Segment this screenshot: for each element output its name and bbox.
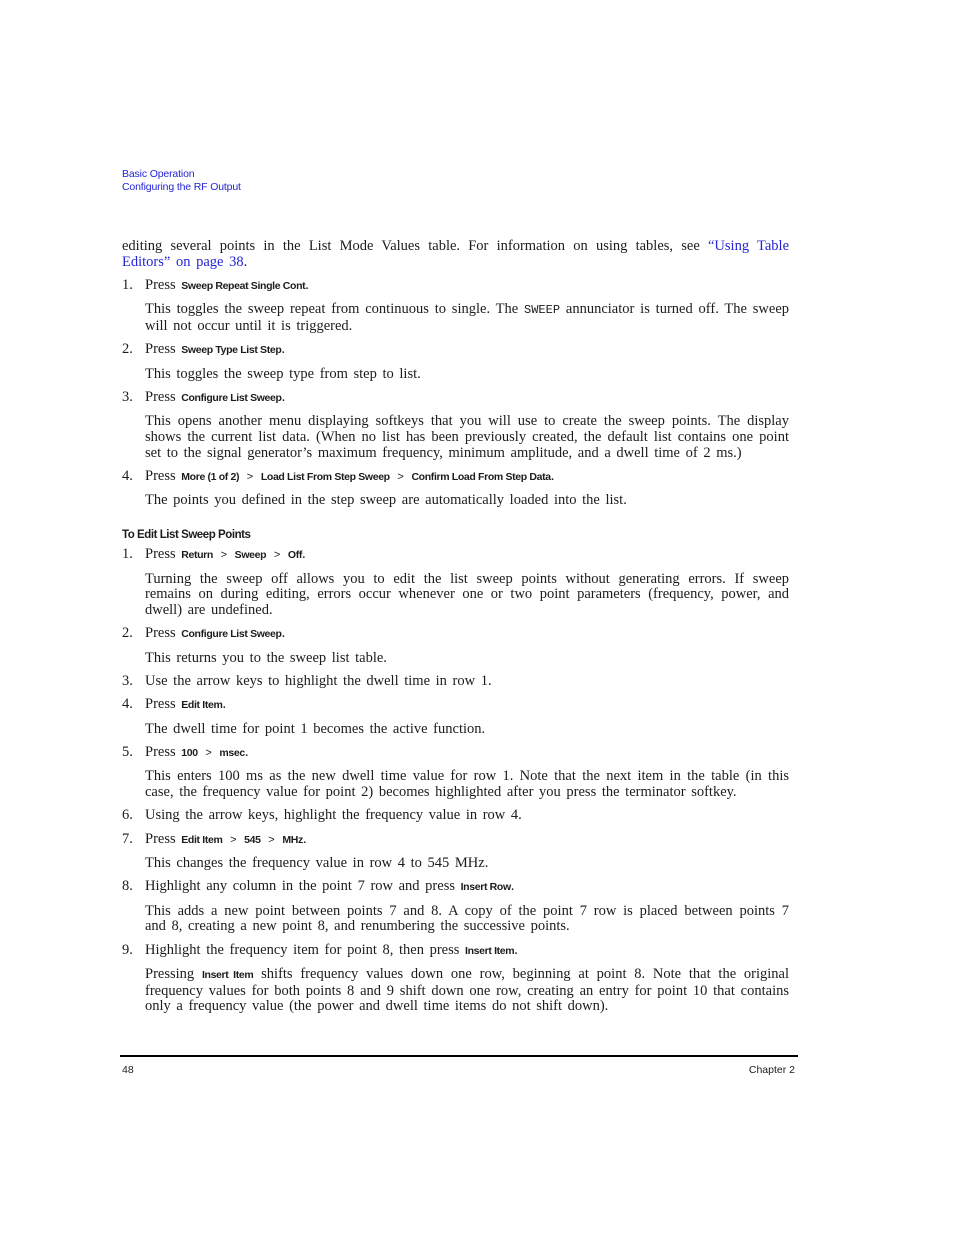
section-link[interactable]: Basic Operation bbox=[122, 168, 195, 180]
chapter-label: Chapter 2 bbox=[748, 1064, 795, 1076]
softkey-label: Load List From Step Sweep bbox=[260, 471, 390, 484]
step-end: . bbox=[302, 546, 306, 563]
softkey-label: Off bbox=[287, 549, 302, 562]
edit-step-2 bbox=[122, 626, 789, 643]
menu-separator: > bbox=[246, 471, 254, 484]
load-step-2 bbox=[122, 342, 789, 359]
softkey-label: 545 bbox=[244, 833, 261, 846]
step-end: . bbox=[305, 277, 309, 293]
intro-text: editing several points in the List Mode Values table. For information on using tables, see bbox=[122, 238, 708, 254]
menu-separator: > bbox=[397, 471, 404, 484]
softkey-label: Insert Row bbox=[460, 881, 511, 894]
load-step-3 bbox=[122, 390, 789, 407]
softkey-label: Configure List Sweep bbox=[181, 628, 282, 641]
page-number: 48 bbox=[122, 1064, 134, 1076]
step-number: 5. bbox=[122, 743, 133, 760]
softkey-label: More (1 of 2) bbox=[181, 471, 240, 484]
softkey-label: MHz bbox=[282, 833, 303, 846]
step-end: . bbox=[514, 941, 518, 958]
edit-step-8 bbox=[122, 879, 789, 896]
softkey-label: Edit Item bbox=[181, 833, 223, 846]
step-text: Use the arrow keys to highlight the dwell time in row 1. bbox=[145, 672, 492, 689]
menu-separator: > bbox=[205, 746, 212, 759]
step-description: This enters 100 ms as the new dwell time value for row 1. Note that the next item in the table (in this case, the frequency value for point 2) becomes highlighted after you press the terminator softkey. bbox=[145, 768, 789, 800]
load-step-1 bbox=[122, 278, 789, 295]
step-text: Highlight any column in the point 7 row and press bbox=[145, 878, 455, 895]
step-number: 9. bbox=[122, 941, 133, 958]
step-description: This toggles the sweep type from step to list. bbox=[145, 365, 421, 382]
step-text: Press bbox=[145, 277, 176, 293]
step-description: This returns you to the sweep list table. bbox=[145, 649, 387, 666]
subsection-link[interactable]: Configuring the RF Output bbox=[122, 180, 241, 193]
softkey-label: Sweep Type List Step bbox=[181, 344, 282, 357]
softkey-label: Edit Item bbox=[181, 699, 223, 712]
step-description: The points you defined in the step sweep are automatically loaded into the list. bbox=[145, 492, 627, 509]
edit-step-6 bbox=[122, 808, 789, 824]
menu-separator: > bbox=[230, 833, 237, 846]
softkey-label: Insert Item bbox=[465, 944, 515, 957]
step-number: 7. bbox=[122, 830, 133, 847]
description-text: Pressing bbox=[145, 966, 202, 983]
edit-step-1 bbox=[122, 547, 789, 564]
step-text: Press bbox=[145, 625, 176, 642]
intro-end: . bbox=[243, 253, 248, 270]
step-number: 2. bbox=[122, 625, 133, 642]
step-end: . bbox=[281, 341, 286, 358]
intro-paragraph bbox=[122, 239, 789, 270]
step-number: 1. bbox=[122, 277, 133, 293]
step-number: 2. bbox=[122, 341, 133, 358]
step-text: Press bbox=[145, 546, 176, 563]
page-content bbox=[122, 239, 789, 1015]
menu-separator: > bbox=[220, 549, 228, 562]
edit-step-9 bbox=[122, 943, 789, 960]
description-text: annunciator is turned off. The sweep will not occur until it is triggered. bbox=[145, 301, 790, 334]
softkey-label: Confirm Load From Step Data bbox=[411, 471, 551, 484]
step-end: . bbox=[244, 743, 249, 760]
softkey-label: Configure List Sweep bbox=[181, 392, 282, 405]
step-number: 6. bbox=[122, 807, 133, 824]
step-text: Press bbox=[145, 389, 176, 406]
step-end: . bbox=[281, 389, 286, 406]
step-number: 3. bbox=[122, 672, 133, 689]
step-end: . bbox=[302, 830, 307, 847]
step-text: Press bbox=[145, 830, 176, 847]
procedure-heading: To Edit List Sweep Points bbox=[122, 529, 251, 542]
step-text: Using the arrow keys, highlight the frequency value in row 4. bbox=[145, 807, 522, 824]
step-description: This changes the frequency value in row 4 to 545 MHz. bbox=[145, 855, 489, 872]
edit-step-7 bbox=[122, 832, 789, 849]
step-description: This opens another menu displaying softkeys that you will use to create the sweep points. The display shows the current list data. (When no list has been previously created, the default list contains one point set to the signal generator’s maximum frequency, minimum amplitude, and a dwell time of 2 ms.) bbox=[145, 413, 789, 461]
edit-step-3 bbox=[122, 674, 789, 690]
step-end: . bbox=[281, 625, 286, 642]
step-description: Turning the sweep off allows you to edit the list sweep points without generating errors. If sweep remains on during editing, errors occur whenever one or two point parameters (frequency, power, and dwell) are undefined. bbox=[145, 570, 789, 618]
footer-rule bbox=[120, 1055, 798, 1057]
softkey-label: msec bbox=[219, 746, 245, 759]
step-description bbox=[122, 967, 789, 1015]
softkey-label: Sweep Repeat Single Cont bbox=[181, 280, 306, 292]
step-description bbox=[122, 302, 789, 334]
description-text: shifts frequency values down one row, beginning at point 8. Note that the original frequency values for both points 8 and 9 shift down one row, creating an entry for point 10 that contains only a frequency value (the power and dwell time items do not shift down). bbox=[145, 966, 790, 1015]
edit-step-4 bbox=[122, 697, 789, 714]
step-number: 4. bbox=[122, 696, 133, 713]
step-description: The dwell time for point 1 becomes the active function. bbox=[145, 720, 486, 737]
step-end: . bbox=[550, 468, 555, 485]
step-text: Highlight the frequency item for point 8, then press bbox=[145, 941, 460, 958]
step-number: 3. bbox=[122, 389, 133, 406]
step-end: . bbox=[222, 696, 227, 713]
description-text: This toggles the sweep repeat from continuous to single. The bbox=[145, 301, 525, 318]
softkey-label: Insert Item bbox=[201, 969, 254, 982]
cross-reference-link[interactable]: “Using Table Editors” on page 38 bbox=[122, 238, 790, 270]
step-text: Press bbox=[145, 468, 176, 485]
load-step-4 bbox=[122, 469, 789, 486]
menu-separator: > bbox=[273, 549, 281, 562]
softkey-label: Return bbox=[181, 549, 213, 562]
softkey-label: Sweep bbox=[234, 549, 267, 562]
menu-separator: > bbox=[268, 833, 275, 846]
step-text: Press bbox=[145, 696, 176, 713]
softkey-label: 100 bbox=[181, 746, 198, 759]
running-header bbox=[122, 168, 241, 193]
step-number: 4. bbox=[122, 468, 133, 485]
step-text: Press bbox=[145, 743, 176, 760]
step-description: This adds a new point between points 7 and 8. A copy of the point 7 row is placed between points 7 and 8, creating a new point 8, and renumbering the successive points. bbox=[145, 902, 789, 935]
annunciator-label: SWEEP bbox=[524, 303, 561, 318]
step-number: 8. bbox=[122, 878, 133, 895]
step-text: Press bbox=[145, 341, 176, 358]
step-end: . bbox=[510, 878, 515, 895]
step-number: 1. bbox=[122, 546, 133, 563]
edit-step-5 bbox=[122, 745, 789, 762]
